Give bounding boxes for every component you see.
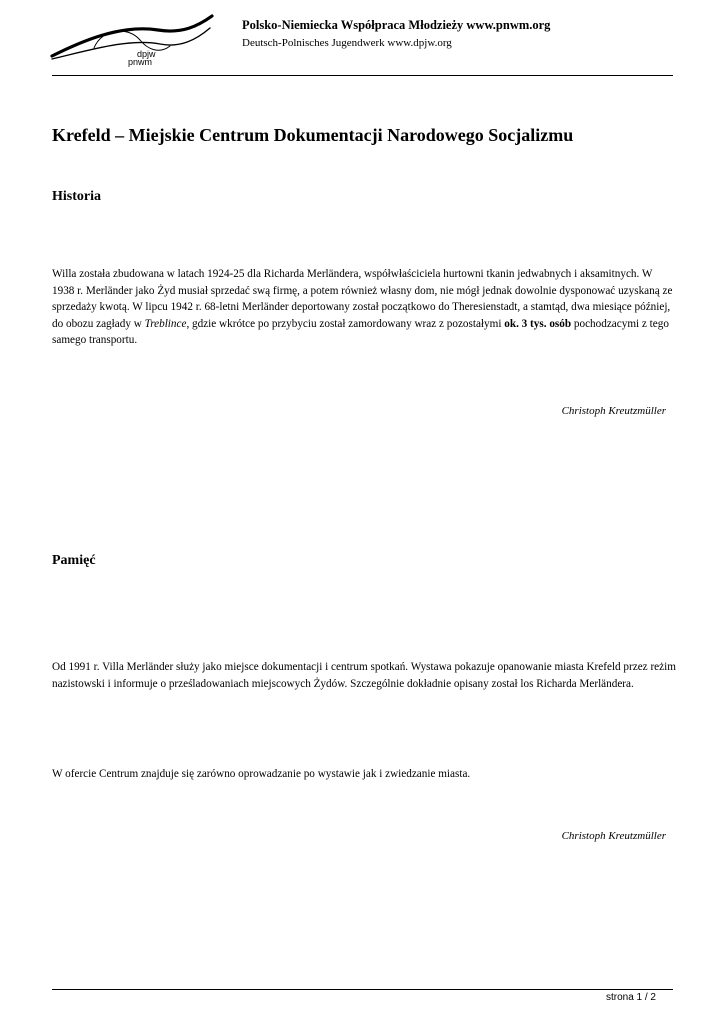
dpjw-pnwm-logo — [50, 14, 215, 70]
author-pamiec: Christoph Kreutzmüller — [561, 830, 666, 842]
paragraph-pamiec-2: W ofercie Centrum znajduje się zarówno oprowadzanie po wystawie jak i zwiedzanie miasta. — [52, 768, 471, 780]
logo-text-dpjw: dpjw — [137, 49, 156, 59]
author-historia: Christoph Kreutzmüller — [561, 405, 666, 417]
header-org-pl: Polsko-Niemiecka Współpraca Młodzieży www.pnwm.org — [242, 18, 551, 32]
header-organizations — [242, 17, 682, 51]
page-title: Krefeld – Miejskie Centrum Dokumentacji Narodowego Socjalizmu — [52, 125, 574, 145]
paragraph-text: pochodzacymi z tego samego transportu. — [52, 317, 669, 346]
section-heading-historia: Historia — [52, 189, 101, 204]
paragraph-italic-treblinka: Treblince — [144, 317, 187, 330]
section-heading-pamiec: Pamięć — [52, 553, 96, 568]
logo-text-pnwm: pnwm — [128, 57, 153, 67]
header-org-de: Deutsch-Polnisches Jugendwerk www.dpjw.org — [242, 37, 452, 49]
header-divider — [52, 75, 673, 76]
logo-swoosh-upper — [52, 16, 212, 56]
footer-divider — [52, 989, 673, 990]
paragraph-text: Willa została zbudowana w latach 1924-25 dla Richarda Merländera, współwłaściciela hurtowni tkanin jedwabnych i aksamitnych. W 1938 r. Merländer jako Żyd musiał sprzedać swą firmę, a potem również własny dom, nie mógł jednak dowolnie dysponować uzyskaną ze sprzedaży kwotą. W lipcu 1942 r. 68-letni Merländer deportowany został początkowo do Theresienstadt, a stamtąd, dwa miesiące później, do obozu zagłady w — [52, 268, 673, 330]
paragraph-bold-count: ok. 3 tys. osób — [504, 317, 572, 330]
paragraph-pamiec-1: Od 1991 r. Villa Merländer służy jako miejsce dokumentacji i centrum spotkań. Wystawa pokazuje opanowanie miasta Krefeld przez reżim nazistowski i informuje o prześladowaniach miejscowych Żydów. Szczególnie dokładnie opisany został los Richarda Merländera. — [52, 661, 676, 690]
paragraph-text: , gdzie wkrótce po przybyciu został zamordowany wraz z pozostałymi — [186, 317, 505, 330]
page-number: strona 1 / 2 — [605, 992, 656, 1003]
paragraph-historia — [52, 266, 677, 349]
